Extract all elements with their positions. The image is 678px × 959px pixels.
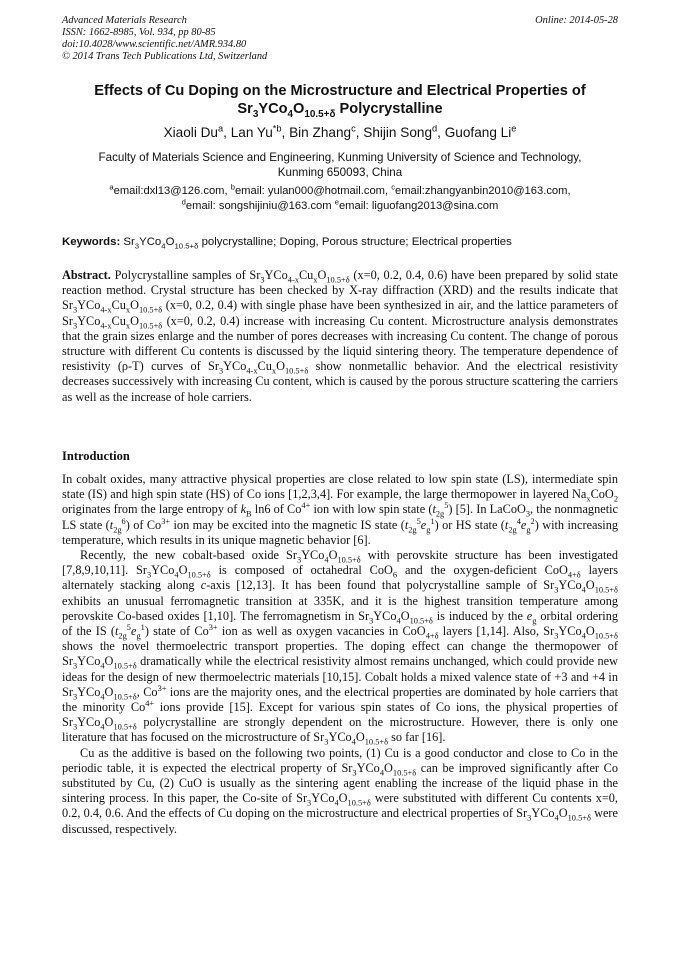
online-date: Online: 2014-05-28 — [535, 15, 618, 26]
intro-paragraph-2: Recently, the new cobalt-based oxide $Sr_3YCo_4O_{10.5+\delta}$ with perovskite structure has been investigated [7,8,9,10,11]. $Sr_3YCo_4O_{10.5+\delta}$ is composed of octahedral CoO$_6$ and the oxygen-deficient CoO$_{4+\delta}$ layers alternately stacking along c-axis [12,13]. It has been found that polycrystalline sample of $Sr_3YCo_4O_{10.5+\delta}$ exhibits an unusual ferromagnetic transition at 335K, and it is the highest transition temperature among perovskite Co-based oxides [1,10]. The ferromagnetism in $Sr_3YCo_4O_{10.5+\delta}$ is induced by the $e_g$ orbital ordering of the IS $(t_{2g}^5e_g^1)$ state of $Co^{3+}$ ion as well as oxygen vacancies in CoO$_{4+\delta}$ layers [1,14]. Also, $Sr_3YCo_4O_{10.5+\delta}$ shows the novel thermoelectric transport properties. The doping effect can change the thermopower of $Sr_3YCo_4O_{10.5+\delta}$ dramatically while the electrical resistivity almost remains unchanged, which could provide new ideas for the design of new thermoelectric materials [10,15]. Cobalt holds a mixed valence state of +3 and +4 in $Sr_3YCo_4O_{10.5+\delta}$, $Co^{3+}$ ions are the majority ones, and the electrical properties are dominated by hole carriers that the minority $Co^{4+}$ ions provide [15]. Except for various spin states of Co ions, the physical properties of $Sr_3YCo_4O_{10.5+\delta}$ polycrystalline are strongly dependent on the microstructure. However, there is only one literature that has focused on the microstructure of $Sr_3YCo_4O_{10.5+\delta}$ so far [16]. — [62, 548, 618, 747]
email-c[interactable]: email:zhangyanbin2010@163.com, — [395, 185, 571, 197]
doi-line: doi:10.4028/www.scientific.net/AMR.934.80 — [62, 39, 247, 50]
email-line-1: $^a$email:dxl13@126.com, $^b$email: yulan000@hotmail.com, $^c$email:zhangyanbin2010@163.com, — [109, 182, 571, 197]
email-b[interactable]: email: yulan000@hotmail.com, — [234, 185, 389, 197]
paper-title — [62, 82, 618, 118]
email-d[interactable]: email: songshijiniu@163.com — [185, 200, 332, 212]
intro-paragraph-3: Cu as the additive is based on the following two points, (1) Cu is a good conductor and close to Co in the periodic table, it is expected the electrical property of $Sr_3YCo_4O_{10.5+\delta}$ can be improved significantly after Co substituted by Cu, (2) CuO is usually as the sintering agent enabling the increase of the liquid phase in the sintering process. In this paper, the Co-site of $Sr_3YCo_4O_{10.5+\delta}$ were substituted with different Cu contents x=0, 0.2, 0.4, 0.6. And the effects of Cu doping on the microstructure and electrical properties of $Sr_3YCo_4O_{10.5+\delta}$ were discussed, respectively. — [62, 745, 619, 836]
keywords-label: Keywords: — [62, 236, 121, 248]
abstract-label: Abstract. — [62, 268, 111, 282]
author: Bin Zhang — [289, 125, 352, 140]
author-mark: c — [351, 123, 356, 134]
email-list — [62, 184, 618, 214]
title-line-2: $Sr_3YCo_4O_{10.5+\delta}$ Polycrystalline — [237, 101, 443, 120]
copyright-line: © 2014 Trans Tech Publications Ltd, Switzerland — [62, 51, 268, 62]
email-a[interactable]: email:dxl13@126.com, — [113, 185, 228, 197]
author-mark: d — [432, 123, 438, 134]
journal-name: Advanced Materials Research — [62, 15, 187, 26]
introduction-body — [62, 472, 618, 837]
title-line-1: Effects of Cu Doping on the Microstructure and Electrical Properties of — [94, 83, 586, 99]
author-list: Xiaoli Du$^a$, Lan Yu$^{*b}$, Bin Zhang$^c$, Shijin Song$^d$, Guofang Li$^e$ — [163, 123, 517, 140]
affiliation-line-2: Kunming 650093, China — [277, 166, 403, 179]
author-mark: e — [511, 123, 517, 134]
running-header — [62, 15, 618, 63]
email-e[interactable]: email: liguofang2013@sina.com — [338, 200, 499, 212]
intro-paragraph-1: In cobalt oxides, many attractive physical properties are close related to low spin state (LS), intermediate spin state (IS) and high spin state (HS) of Co ions [1,2,3,4]. For example, the large thermopower in layered $Na_xCoO_2$ originates from the large entropy of $k_B$ ln6 of $Co^{4+}$ ion with low spin state $(t_{2g}^5)$ [5]. In LaCoO$_3$, the nonmagnetic LS state $(t_{2g}^6)$ of $Co^{3+}$ ion may be excited into the magnetic IS state $(t_{2g}^5e_g^1)$ or HS state $(t_{2g}^4e_g^2)$ with increasing temperature, which results in its unique magnetic behavior [6]. — [62, 472, 618, 547]
author-mark: *b — [272, 123, 282, 134]
affiliation — [62, 150, 618, 180]
affiliation-line-1: Faculty of Materials Science and Engineering, Kunming University of Science and Technology, — [98, 151, 582, 164]
abstract-paragraph: Abstract. Polycrystalline samples of $Sr_3YCo_{4-x}Cu_xO_{10.5+\delta}$ (x=0, 0.2, 0.4, 0.6) have been prepared by solid state reaction method. Crystal structure has been checked by X-ray diffraction (XRD) and the results indicate that $Sr_3YCo_{4-x}Cu_xO_{10.5+\delta}$ (x=0, 0.2, 0.4) with single phase have been synthesized in air, and the lattice parameters of $Sr_3YCo_{4-x}Cu_xO_{10.5+\delta}$ (x=0, 0.2, 0.4) increase with increasing Cu content. Microstructure analysis demonstrates that the grain sizes enlarge and the number of pores decreases with increasing Cu content. The change of porous structure with different Cu contents is discussed by the liquid sintering theory. The temperature dependence of resistivity (ρ-T) curves of $Sr_3YCo_{4-x}Cu_xO_{10.5+\delta}$ show nonmetallic behavior. And the electrical resistivity decreases successively with increasing Cu content, which is caused by the porous structure scattering the carriers as well as the increase of hole carriers. — [62, 268, 618, 404]
issn-line: ISSN: 1662-8985, Vol. 934, pp 80-85 — [62, 27, 216, 38]
author: Shijin Song — [363, 125, 433, 140]
author-mark: a — [218, 123, 224, 134]
author: Guofang Li — [444, 125, 512, 140]
introduction-heading: Introduction — [62, 449, 130, 463]
author: Xiaoli Du — [163, 125, 218, 140]
author: Lan Yu — [230, 125, 273, 140]
keywords-text: polycrystalline; Doping, Porous structure; Electrical properties — [201, 236, 512, 248]
title-line-2-tail: Polycrystalline — [339, 101, 443, 117]
keywords: Keywords: $Sr_3YCo_4O_{10.5+\delta}$ polycrystalline; Doping, Porous structure; Electrical properties — [62, 236, 512, 251]
email-line-2: $^d$email: songshijiniu@163.com $^e$email: liguofang2013@sina.com — [181, 197, 499, 212]
